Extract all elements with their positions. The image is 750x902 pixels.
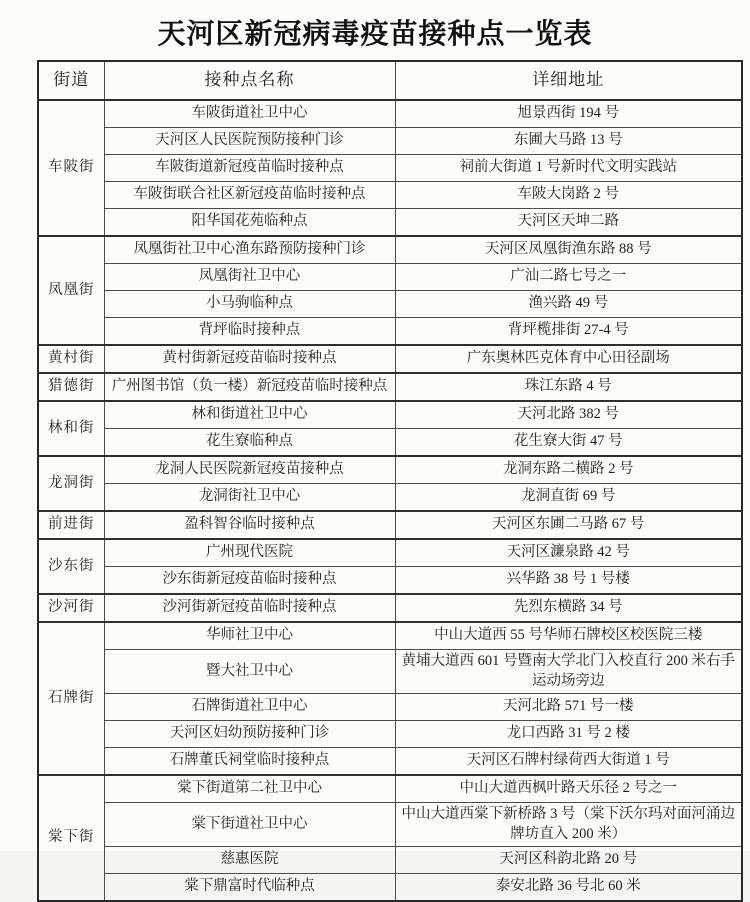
site-address-cell: 东圃大马路 13 号 bbox=[395, 127, 742, 154]
table-row bbox=[38, 539, 742, 567]
site-name-cell: 盈科智谷临时接种点 bbox=[104, 511, 395, 539]
table-row bbox=[38, 373, 742, 401]
table-row bbox=[38, 649, 742, 693]
site-name-cell: 龙洞人民医院新冠疫苗接种点 bbox=[104, 456, 395, 484]
site-name-cell: 广州现代医院 bbox=[104, 539, 395, 567]
table-row bbox=[38, 694, 742, 721]
site-address-cell: 车陂大岗路 2 号 bbox=[395, 181, 742, 208]
site-address-cell: 天河区石牌村绿荷西大街道 1 号 bbox=[395, 748, 742, 776]
site-address-cell: 兴华路 38 号 1 号楼 bbox=[395, 566, 742, 594]
site-address-cell: 天河区凤凰街渔东路 88 号 bbox=[395, 236, 742, 264]
street-cell: 猎德街 bbox=[38, 373, 104, 401]
table-row bbox=[38, 127, 742, 154]
table-row bbox=[38, 401, 742, 429]
page-title: 天河区新冠病毒疫苗接种点一览表 bbox=[157, 19, 593, 50]
table-row bbox=[38, 874, 742, 902]
site-name-cell: 黄村街新冠疫苗临时接种点 bbox=[104, 345, 395, 373]
table-row bbox=[38, 721, 742, 748]
site-name-cell: 天河区人民医院预防接种门诊 bbox=[104, 127, 395, 154]
site-address-cell: 渔兴路 49 号 bbox=[395, 290, 742, 317]
site-address-cell: 天河区东圃二马路 67 号 bbox=[395, 511, 742, 539]
site-address-cell: 中山大道西棠下新桥路 3 号（棠下沃尔玛对面河涌边牌坊直入 200 米） bbox=[395, 803, 742, 847]
site-address-cell: 天河区濂泉路 42 号 bbox=[395, 539, 742, 567]
table-row bbox=[38, 483, 742, 511]
site-address-cell: 祠前大街道 1 号新时代文明实践站 bbox=[395, 154, 742, 181]
table-row bbox=[38, 511, 742, 539]
site-name-cell: 车陂街道新冠疫苗临时接种点 bbox=[104, 154, 395, 181]
table-row bbox=[38, 456, 742, 484]
site-address-cell: 天河区天坤二路 bbox=[395, 208, 742, 236]
site-address-cell: 广汕二路七号之一 bbox=[395, 263, 742, 290]
site-address-cell: 天河北路 382 号 bbox=[395, 401, 742, 429]
table-row bbox=[38, 803, 742, 847]
street-cell: 棠下街 bbox=[38, 775, 104, 901]
site-name-cell: 凤凰街社卫中心 bbox=[104, 263, 395, 290]
street-cell: 凤凰街 bbox=[38, 236, 104, 345]
header-street: 街道 bbox=[38, 61, 104, 100]
site-name-cell: 广州图书馆（负一楼）新冠疫苗临时接种点 bbox=[104, 373, 395, 401]
site-name-cell: 车陂街联合社区新冠疫苗临时接种点 bbox=[104, 181, 395, 208]
street-cell: 黄村街 bbox=[38, 345, 104, 373]
table-row bbox=[38, 622, 742, 650]
site-name-cell: 棠下街道第二社卫中心 bbox=[104, 775, 395, 803]
table-row bbox=[38, 748, 742, 776]
site-name-cell: 棠下街道社卫中心 bbox=[104, 803, 395, 847]
street-cell: 龙洞街 bbox=[38, 456, 104, 511]
site-name-cell: 花生寮临种点 bbox=[104, 428, 395, 456]
table-row bbox=[38, 317, 742, 345]
site-address-cell: 天河北路 571 号一楼 bbox=[395, 694, 742, 721]
site-address-cell: 旭景西街 194 号 bbox=[395, 100, 742, 128]
site-name-cell: 暨大社卫中心 bbox=[104, 649, 395, 693]
table-row bbox=[38, 594, 742, 622]
site-address-cell: 珠江东路 4 号 bbox=[395, 373, 742, 401]
site-address-cell: 天河区科韵北路 20 号 bbox=[395, 847, 742, 874]
site-address-cell: 黄埔大道西 601 号暨南大学北门入校直行 200 米右手运动场旁边 bbox=[395, 649, 742, 693]
street-cell: 林和街 bbox=[38, 401, 104, 456]
street-cell: 沙河街 bbox=[38, 594, 104, 622]
site-name-cell: 棠下鼎富时代临种点 bbox=[104, 874, 395, 902]
site-name-cell: 慈惠医院 bbox=[104, 847, 395, 874]
site-name-cell: 沙东街新冠疫苗临时接种点 bbox=[104, 566, 395, 594]
table-row bbox=[38, 345, 742, 373]
street-cell: 车陂街 bbox=[38, 100, 104, 236]
table-row bbox=[38, 263, 742, 290]
street-cell: 前进街 bbox=[38, 511, 104, 539]
site-name-cell: 阳华国花苑临种点 bbox=[104, 208, 395, 236]
site-name-cell: 石牌街道社卫中心 bbox=[104, 694, 395, 721]
site-name-cell: 华师社卫中心 bbox=[104, 622, 395, 650]
site-address-cell: 龙口西路 31 号 2 楼 bbox=[395, 721, 742, 748]
site-name-cell: 天河区妇幼预防接种门诊 bbox=[104, 721, 395, 748]
site-name-cell: 车陂街道社卫中心 bbox=[104, 100, 395, 128]
street-cell: 沙东街 bbox=[38, 539, 104, 594]
site-name-cell: 石牌董氏祠堂临时接种点 bbox=[104, 748, 395, 776]
site-address-cell: 花生寮大街 47 号 bbox=[395, 428, 742, 456]
table-row bbox=[38, 847, 742, 874]
header-address: 详细地址 bbox=[395, 61, 742, 100]
site-address-cell: 背坪榄排街 27-4 号 bbox=[395, 317, 742, 345]
table-row bbox=[38, 181, 742, 208]
site-name-cell: 沙河街新冠疫苗临时接种点 bbox=[104, 594, 395, 622]
table-row bbox=[38, 236, 742, 264]
site-name-cell: 龙洞街社卫中心 bbox=[104, 483, 395, 511]
site-address-cell: 先烈东横路 34 号 bbox=[395, 594, 742, 622]
vaccination-points-table bbox=[37, 60, 743, 902]
site-address-cell: 中山大道西枫叶路天乐径 2 号之一 bbox=[395, 775, 742, 803]
site-address-cell: 中山大道西 55 号华师石牌校区校医院三楼 bbox=[395, 622, 742, 650]
table-row bbox=[38, 775, 742, 803]
site-address-cell: 广东奥林匹克体育中心田径副场 bbox=[395, 345, 742, 373]
header-site-name: 接种点名称 bbox=[104, 61, 395, 100]
street-cell: 石牌街 bbox=[38, 622, 104, 775]
site-address-cell: 龙洞东路二横路 2 号 bbox=[395, 456, 742, 484]
site-name-cell: 林和街道社卫中心 bbox=[104, 401, 395, 429]
table-row bbox=[38, 428, 742, 456]
site-address-cell: 龙洞直街 69 号 bbox=[395, 483, 742, 511]
table-row bbox=[38, 566, 742, 594]
site-address-cell: 泰安北路 36 号北 60 米 bbox=[395, 874, 742, 902]
site-name-cell: 凤凰街社卫中心渔东路预防接种门诊 bbox=[104, 236, 395, 264]
table-row bbox=[38, 208, 742, 236]
table-row bbox=[38, 154, 742, 181]
table-header-row bbox=[38, 61, 742, 100]
site-name-cell: 背坪临时接种点 bbox=[104, 317, 395, 345]
table-row bbox=[38, 290, 742, 317]
table-row bbox=[38, 100, 742, 128]
site-name-cell: 小马驹临种点 bbox=[104, 290, 395, 317]
